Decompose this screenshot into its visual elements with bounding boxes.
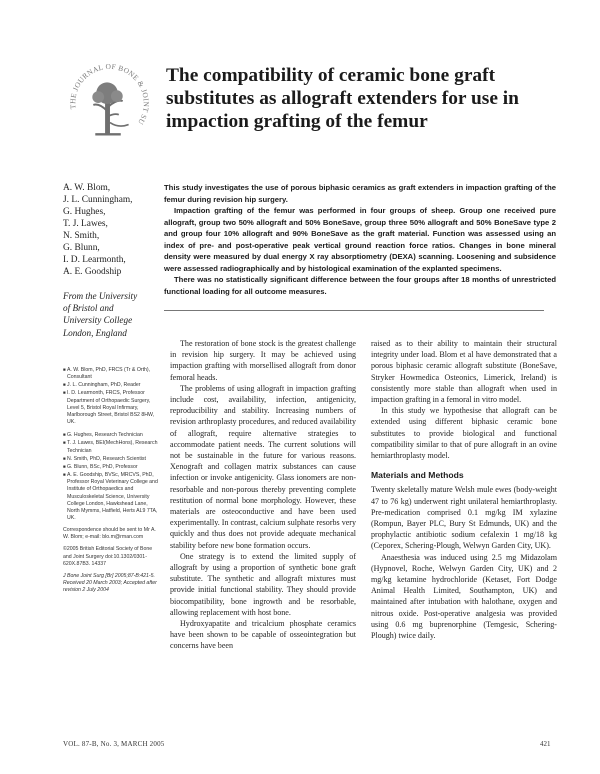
author-name: G. Blunn, (63, 243, 100, 254)
body-paragraph: The problems of using allograft in impaction grafting include cost, availability, infection, antigenicity, reproducibility and stability. Increasing numbers of revision arthroplasty procedures, and reduced availability of allograft, require alternative strategies to accommodate patient needs. The current solutions will not be sustainable in the future for various reasons. Xenograft and collagen matrix substances can cause infection or invoke antigenicity. Glass ionomers are non-resorbable and non-porous thereby preventing complete restitution of normal bone morphology. However, these materials are osteoconductive and have been used experimentally. In contrast, calcium sulphate resorbs very quickly and thus does not provide adequate mechanical stability before new bone formation occurs. (170, 383, 356, 550)
author-note: ■ A. E. Goodship, BVSc, MRCVS, PhD, Professor Royal Veterinary College and Institute of Orthopaedics and Musculoskeletal Science, University College London, Hawkshead Lane, North Mymms, Hatfield, Herts AL9 7TA, UK. (63, 471, 161, 522)
affiliation (63, 290, 163, 339)
abstract-paragraph: Impaction grafting of the femur was performed in four groups of sheep. Group one received pure allograft, group two 50% allograft and 50% BoneSave, group three 50% allograft and 50% BoneSave type 2 and group four 10% allograft and 90% BoneSave as the graft material. Function was assessed using an index of pre- and post-operative peak vertical ground reaction force ratios. Changes in bone mineral density were measured by dual energy X ray absorptiometry (DEXA) scanning. Loosening and subsidence were assessed radiographically and by histological examination of the explanted specimens. (164, 206, 556, 273)
body-paragraph: Hydroxyapatite and tricalcium phosphate ceramics have been shown to be capable of osseointegration but concerns have been (170, 619, 356, 651)
journal-logo (60, 52, 158, 150)
journal-seal-icon (60, 52, 158, 150)
received-dates: Received 20 March 2003; Accepted after revision 2 July 2004 (63, 580, 157, 594)
affiliation-line: of Bristol and (63, 303, 114, 314)
author-name: I. D. Learmonth, (63, 255, 126, 266)
author-name: T. J. Lawes, (63, 219, 108, 230)
abstract-divider (164, 310, 544, 311)
author-list (63, 182, 163, 278)
author-notes (63, 366, 161, 594)
affiliation-line: From the University (63, 291, 138, 301)
logo-ring-text: THE JOURNAL OF BONE & JOINT SU (68, 61, 151, 127)
journal-volume-footer: VOL. 87-B, No. 3, MARCH 2005 (63, 740, 165, 748)
page-number: 421 (540, 740, 551, 748)
author-note: ■ G. Blunn, BSc, PhD, Professor (63, 463, 161, 471)
author-name: A. W. Blom, (63, 183, 111, 193)
body-column-left (170, 338, 356, 652)
body-paragraph: In this study we hypothesise that allograft can be extended using different biphasic ceramic bone substitutes to provide biological and functional compatibility similar to that of pure allograft in an ovine hemiarthroplasty model. (371, 406, 557, 461)
author-note: ■ G. Hughes, Research Technician (63, 431, 161, 439)
body-paragraph: raised as to their ability to maintain their structural integrity under load. Blom et al have demonstrated that a porous biphasic ceramic allograft substitute (BoneSave, Stryker Howmedica Osteonics, Limerick, Ireland) is consistently more stable than allograft when used in impaction grafting in a femoral in vitro model. (371, 339, 557, 405)
affiliation-line: London, England (63, 327, 127, 338)
body-paragraph: The restoration of bone stock is the greatest challenge in revision hip surgery. It may be achieved using impaction grafting with morsellised allograft from donor femoral heads. (170, 339, 356, 382)
section-heading: Materials and Methods (371, 470, 464, 481)
author-name: G. Hughes, (63, 207, 106, 218)
body-paragraph: One strategy is to extend the limited supply of allograft by using a proportion of synthetic bone graft substitute. The synthetic and allograft mixtures must provide initial functional stability. They should provide biocompatibility, bone ingrowth and be resorbable, allowing replacement with host bone. (170, 551, 356, 617)
author-note: ■ J. L. Cunningham, PhD, Reader (63, 381, 161, 389)
author-note: ■ N. Smith, PhD, Research Scientist (63, 455, 161, 463)
body-column-right (371, 338, 557, 641)
affiliation-line: University College (63, 315, 133, 326)
article-title: The compatibility of ceramic bone graft substitutes as allograft extenders for use in impaction grafting of the femur (166, 65, 519, 132)
body-paragraph: Anaesthesia was induced using 2.5 mg Midazolam (Hypnovel, Roche, Welwyn Garden City, UK) and 2 mg/kg ketamine hydrochloride (Ketaset, Fort Dodge Animal Health Limited, Southampton, UK) and maintained after intubation with halothane, oxygen and nitrous oxide. Post-operative analgesia was provided using 0.6 mg buprenorphine (Temgesic, Schering-Plough) twice daily. (371, 552, 557, 641)
author-name: A. E. Goodship (63, 267, 122, 278)
correspondence: Correspondence should be sent to Mr A. W. Blom; e-mail: blo.m@rman.com (63, 527, 156, 541)
abstract-paragraph: This study investigates the use of porous biphasic ceramics as graft extenders in impaction grafting of the femur during revision hip surgery. (164, 183, 556, 204)
author-name: J. L. Cunningham, (63, 195, 133, 206)
abstract-paragraph: There was no statistically significant difference between the four groups after 18 months of unrestricted functional loading for all outcome measures. (164, 275, 556, 296)
author-note: ■ T. J. Lawes, BEI(MechHons), Research Technician (63, 439, 161, 454)
author-name: N. Smith, (63, 231, 100, 242)
citation: J Bone Joint Surg [Br] 2005;87-B:421-5. (63, 572, 155, 579)
author-note: ■ I. D. Learmonth, FRCS, Professor Department of Orthopaedic Surgery, Level 5, Bristol Royal Infirmary, Marlborough Street, Bristol BS2 8HW, UK. (63, 389, 161, 426)
copyright: ©2005 British Editorial Society of Bone and Joint Surgery doi:10.1302/0301-620X.87B3. 14337 (63, 546, 153, 567)
author-note: ■ A. W. Blom, PhD, FRCS (Tr & Orth), Consultant (63, 366, 161, 381)
abstract (164, 182, 556, 297)
body-paragraph: Twenty skeletally mature Welsh mule ewes (body-weight 47 to 76 kg) underwent right unilateral hemiarthroplasty. Pre-medication comprised 0.1 mg/kg IM xylazine (Rompun, Bayer PLC, Bury St Edmunds, UK) and the prophylactic antibiotic sodium cefalexin 1 mg/18 kg (Ceporex, Schering-Plough, Welwyn Garden City, UK). (371, 485, 557, 551)
